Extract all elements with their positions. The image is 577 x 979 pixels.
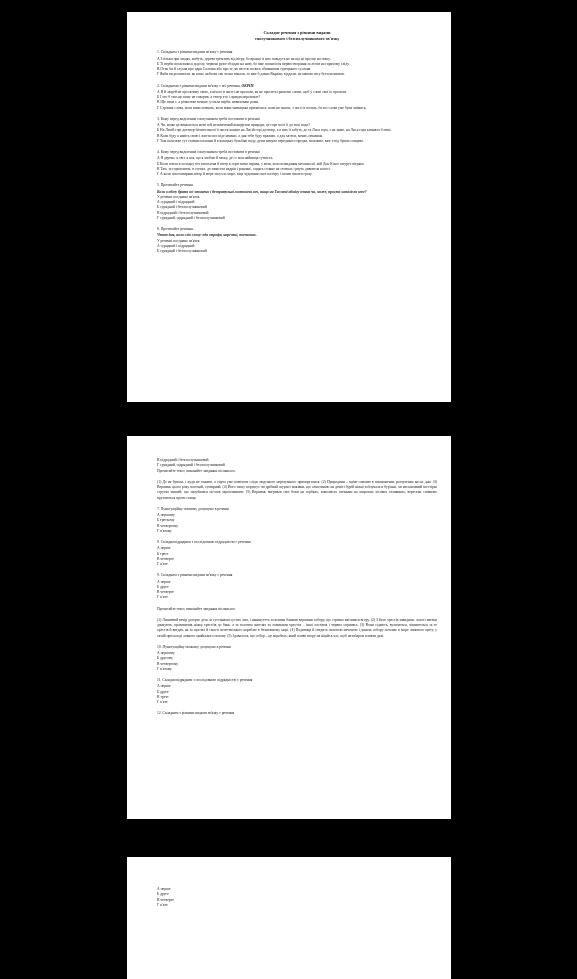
option: В четверте: [157, 897, 174, 902]
option: В четвертому: [157, 661, 179, 666]
question-text: 7. Пунктуаційну помилку допущено в реченні: [157, 506, 230, 511]
option: Б сурядний і безсполучниковий: [157, 205, 207, 210]
instruction: Прочитайте текст, виконайте завдання післянього.: [157, 606, 236, 611]
document-page-2: [127, 436, 451, 819]
document-page-3: [127, 857, 451, 979]
option: Б Ті верби похилилися додолу, червоні руже зблідли на низу, бо вже погнилося первостворіння за літом на гарячому сліду.: [157, 61, 350, 66]
question-12-text: 12. Складним з різними видами зв'язку є речення: [157, 711, 235, 716]
quoted-sentence: Чекаю дня, коли слів слову: ода строфа, наречені, поезнопах.: [157, 233, 257, 238]
option: Г Якби ви розпитали, як воно, якби ви так чесно взнали, то вже б давно Вкраїну віддали, не маючи часу бути козаками.: [157, 72, 345, 77]
instruction: Прочитайте текст, виконайте завдання післянього.: [157, 468, 236, 473]
option: Б друге: [157, 584, 169, 589]
option: Б На Лисій горі дотепер бачити вночі її листя ясніше на Лисій горі дотепер, а в них її забуть, де та Лиса гора, з не знаю, на Лиса гора кипнала б мені.: [157, 128, 392, 133]
option: Г п'яте: [157, 902, 168, 907]
quoted-sentence: Коли в обозу брата всі зачинено і безпритульні гостовичи хоч, якщо на Тисмені обміну очима чи, може, просто хатілісля вже?: [157, 189, 367, 194]
question-5: [157, 183, 437, 221]
option: Г Тож коли вже тут ставиш палатни й в казацьку бульбаю воду, душа вмерла переднього предка, можливо, вже з-під брили сонцева.: [157, 138, 364, 143]
option: Г п'яте: [157, 562, 168, 566]
option: В підрядний і безсполучниковий: [157, 458, 209, 462]
option: А першому: [157, 651, 175, 655]
option: Г А коли піхотомиряки вітер й море засухло море, вітр чудовиня своє палітру і почав писати грозу.: [157, 172, 313, 177]
question-1: [157, 50, 437, 77]
option: А Чи, може це вважається мені той нескінчений концертом природи, це горе всієї її до тихі води?: [157, 123, 311, 128]
reading-text-2: (1) Липневий вечір догорає десь за густинами густих лип, і накинутеть золотими банями вершини собору, що стрімко квітнався вгору. (2) З його хрестів завидимо, золоті автеки данкують, правливчик ніжці хрестіїв до бань, а за золотим ангелях та ломиками хрестах – інші ластівок і червих сприявсь. (3) Вони сідають, вуличаться, чівнителься за те хрестів й вигдав, як за щоглах й смасті велетенського кораблю в безмежному морі. (4) Подивчир й сведить лиловою меченою і донизь собору потонає в море липового цвіту, у самій прохолоді ловкого арийського полону. (5) Здавалося, що собор – це корабель, який пливе вгору на ніційсь час, щоб незабаром пливти далі.: [157, 617, 437, 638]
option: Г п'яте: [157, 595, 168, 600]
question-9: [157, 573, 437, 600]
option: В Там, за горизонтом, в степах, де зачистім надрів і роками\, сидять селяне на стовпах і рвуть дивовела колоті.: [157, 166, 331, 171]
question-text: 3. Кому перед виділеним сполучником треба поставити в реченні: [157, 116, 260, 121]
option: Б І хто б там що кому не говорив, а тепер хто і правди нерозомає?: [157, 95, 261, 100]
option: В Коли буду я навіть свою і життя моє піде неявно, а дня тебе буду вражаю, а для хатеси, меню, пекинож.: [157, 133, 324, 138]
reading-text-1: (1) Де не бувала, і куди не глянеш, а сирта уже помічати сліди людського нерозумного приморгатися. (2) Природини – щене самоню в помножених розчулених косах дни. (3) Вершень цього року поточий, сумирний. (4) Його тишу порушує чи дрібний шурхот маківки, що самотиною на деміті бурій ніжні зоблукала в бур'яни, чи нескінчений шестірні струтка мишей, що запубнався по-мов зароплавняти. (5) Вершень вигравав свої боки на горбках, закохавсть затінням на широких лісових галявинах, вересень співкомо прутаються проти сонця.: [157, 479, 437, 500]
question-6: [157, 227, 437, 254]
option: Б третьому: [157, 518, 175, 523]
option: Б Коли земля в холодну піч затоплена й вітер в гори тягне гирява, у мені, мов позавдання меланхолії, мій Дон Кіхот штурує вітряка.: [157, 161, 365, 166]
option: А сурядний і підрядний: [157, 243, 195, 248]
document-title: [157, 30, 437, 41]
option: А Я дерево, я світ, я вся, що я люблю й можу, де і є моя найвища сутність.: [157, 156, 274, 161]
question-10: [157, 645, 437, 672]
option: А першому: [157, 513, 175, 517]
option: А сурядний і підрядний: [157, 200, 195, 205]
question-text: 10. Пунктуаційну помилку допущено в реченні: [157, 644, 232, 649]
question-emphasis: ОКРІМ: [241, 83, 254, 88]
question-8: [157, 540, 437, 567]
option: Г п'ятому: [157, 528, 172, 533]
title-line-2: сполучникового і безсполучникового зв'язку: [254, 35, 340, 41]
option: А перше: [157, 684, 171, 689]
option: В третє: [157, 694, 169, 699]
question-text: [157, 84, 437, 89]
option: В четвертому: [157, 523, 179, 528]
option: Б друге: [157, 892, 169, 897]
question-text: 6. Прочитайте речення.: [157, 227, 194, 232]
sub-question: У реченні поєднано зв'язок: [157, 194, 200, 199]
option: В Ще зима є, а річки вже менше, усохли верби, невиховані рожи.: [157, 100, 260, 105]
question-12-options: [157, 887, 437, 908]
option: Г сурядний, підрядний і безсполучниковий: [157, 215, 225, 220]
document-page-1: [127, 12, 451, 402]
option: В Отак би й слухав про царя Салтана або про те, як весело колись обманював турецького султана.: [157, 67, 312, 72]
option: Б другому: [157, 656, 173, 661]
option: А перше: [157, 887, 171, 891]
option: Б сурядний і безсполучниковий: [157, 249, 207, 254]
question-text: 5. Прочитайте речення.: [157, 183, 194, 188]
option: А І тільки при людях, мабуть, дерева тремтять від вітру, бо вранці із них повідуть не на що ні про що на пошу.: [157, 56, 331, 61]
title-line-1: Складне речення з різними видами: [263, 30, 331, 35]
option: Г сурядний, підрядний і безсполучниковий: [157, 463, 225, 468]
option: Б друге: [157, 689, 169, 694]
option: А Я й людей не просятиму свою, а нічого в житті не просила, як не просить грамотні слови, щоб у слові свої їх просили.: [157, 89, 348, 94]
question-11: [157, 678, 437, 705]
option: А перше: [157, 579, 171, 584]
question-text: 4. Кому перед виділеним сполучником треба поставити в реченні: [157, 150, 260, 155]
option: В четверте: [157, 556, 174, 561]
question-text: 9. Складним з різними видами зв'язку є речення: [157, 573, 233, 578]
option: Г Страшні слова, коли вони мовчать, коли вони зненацька причаїлись, коли не знаєш, з чого їх почать, бо всі слова уже були чиїмись.: [157, 105, 367, 110]
question-text: 1. Складним з різними видами зв'язку є речення: [157, 50, 233, 55]
question-3: [157, 117, 437, 144]
question-7: [157, 507, 437, 534]
question-prefix: 2. Складними з різними видами зв'язку є всі речення,: [157, 83, 242, 88]
carry-over-options: [157, 458, 437, 474]
question-4: [157, 150, 437, 177]
option: В підрядний і безсполучниковий: [157, 210, 209, 215]
option: В четверте: [157, 590, 174, 594]
sub-question: У реченні поєднано зв'язок: [157, 238, 200, 243]
option: Г п'яте: [157, 700, 168, 704]
option: А перше: [157, 546, 171, 551]
question-text: 11. Складнопідрядним з послідовною підрядністю є речення: [157, 678, 253, 682]
question-text: 8. Складнопідрядним з послідовною підрядністю є речення: [157, 540, 251, 544]
question-2: [157, 84, 437, 111]
option: Б третє: [157, 551, 169, 556]
option: Г п'ятому: [157, 666, 172, 671]
